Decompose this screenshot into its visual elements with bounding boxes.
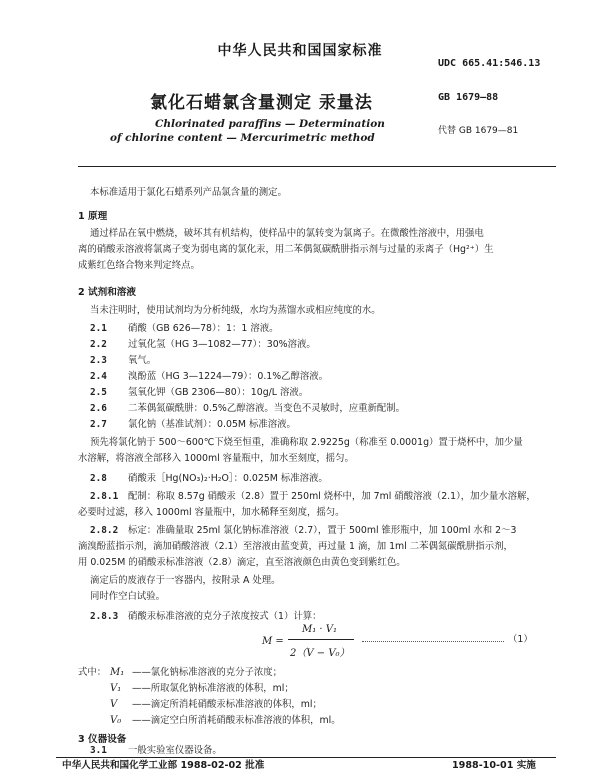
reagent-item: 2.2 过氧化氢（HG 3—1082—77）：30%溶液。 (90, 339, 316, 350)
section-2-title: 2 试剂和溶液 (78, 287, 136, 298)
document-title-cn: 氯化石蜡氯含量测定 汞量法 (150, 93, 373, 113)
variable-definition: M₁ ——氯化钠标准溶液的克分子浓度； (110, 667, 283, 678)
clause-number: 2.8 (90, 473, 107, 484)
clause-number: 2.8.3 (90, 611, 119, 622)
section-3-title: 3 仪器设备 (78, 734, 127, 745)
approval-statement: 中华人民共和国化学工业部 1988-02-02 批准 (62, 760, 265, 771)
principle-line-2: 离的硝酸汞溶液将氯离子变为弱电离的氯化汞，用二苯偶氮碳酰肼指示剂与过量的汞离子（Hg²⁺）生 (78, 244, 494, 255)
standard-number: GB 1679—88 (438, 92, 499, 103)
reagent-item: 2.6 二苯偶氮碳酰肼：0.5%乙醇溶液。当变色不灵敏时，应重新配制。 (90, 403, 405, 414)
reagent-item: 2.4 溴酚蓝（HG 3—1224—79）：0.1%乙醇溶液。 (90, 371, 329, 382)
hg-prep-line-2: 必要时过滤，移入 1000ml 容量瓶中，加水稀释至刻度，摇匀。 (78, 507, 345, 518)
variable-definition: V₁ ——所取氯化钠标准溶液的体积，ml； (110, 683, 294, 694)
formula-lhs: M = (262, 636, 284, 647)
variable-definition: V₀ ——滴定空白所消耗硝酸汞标准溶液的体积，ml。 (110, 715, 341, 726)
standardization-line-1: 2.8.2 标定：准确量取 25ml 氯化钠标准溶液（2.7），置于 500ml 锥形瓶中，加 100ml 水和 2～3 (90, 525, 517, 536)
reagent-general-note: 当未注明时，使用试剂均为分析纯级，水均为蒸馏水或相应纯度的水。 (90, 305, 381, 316)
scope-statement: 本标准适用于氯化石蜡系列产品氯含量的测定。 (90, 187, 287, 198)
variable-symbol: M₁ (110, 667, 125, 678)
formula-numerator: M₁ · V₁ (302, 624, 338, 635)
clause-number: 2.2 (90, 339, 107, 350)
reagent-item: 2.3 氧气。 (90, 355, 157, 366)
equation-number: （1） (508, 634, 533, 645)
clause-number: 2.8.2 (90, 525, 119, 536)
header-divider (78, 166, 556, 167)
reagent-item: 2.7 氯化钠（基准试剂）：0.05M 标准溶液。 (90, 419, 296, 430)
hg-prep-line-1: 2.8.1 配制：称取 8.57g 硝酸汞（2.8）置于 250ml 烧杯中，加 7ml 硝酸溶液（2.1），加少量水溶解， (90, 491, 536, 502)
formula-denominator: 2（V − V₀） (290, 648, 350, 659)
clause-number: 3.1 (90, 745, 107, 756)
nacl-prep-line-2: 水溶解，将溶液全部移入 1000ml 容量瓶中，加水至刻度，摇匀。 (78, 453, 354, 464)
udc-code: UDC 665.41:546.13 (438, 58, 541, 69)
clause-number: 2.7 (90, 419, 107, 430)
variable-symbol: V₁ (110, 683, 122, 694)
clause-number: 2.1 (90, 323, 107, 334)
fraction-bar (288, 639, 354, 640)
implementation-date: 1988-10-01 实施 (452, 760, 536, 771)
blank-test-note: 同时作空白试验。 (90, 591, 166, 602)
variable-symbol: V (110, 699, 118, 710)
principle-line-1: 通过样品在氧中燃烧，破坏其有机结构，使样品中的氯转变为氯离子。在微酸性溶液中，用强电 (90, 228, 484, 239)
reagent-item: 2.8 硝酸汞［Hg(NO₃)₂·H₂O］：0.025M 标准溶液。 (90, 473, 328, 484)
variable-definition: V ——滴定所消耗硝酸汞标准溶液的体积，ml； (110, 699, 322, 710)
formula-intro: 2.8.3 硝酸汞标准溶液的克分子浓度按式（1）计算： (90, 611, 322, 622)
principle-line-3: 成紫红色络合物来判定终点。 (78, 260, 200, 271)
document-title-en-line2: of chlorine content — Mercurimetric method (110, 132, 375, 144)
clause-number: 2.6 (90, 403, 107, 414)
replaces-standard: 代替 GB 1679—81 (438, 126, 519, 136)
clause-number: 2.4 (90, 371, 107, 382)
clause-number: 2.5 (90, 387, 107, 398)
reagent-item: 2.1 硝酸（GB 626—78）：1：1 溶液。 (90, 323, 279, 334)
reagent-item: 2.5 氢氧化钾（GB 2306—80）：10g/L 溶液。 (90, 387, 309, 398)
document-title-en-line1: Chlorinated paraffins — Determination (155, 118, 385, 130)
formula-leader-dots (362, 641, 504, 642)
clause-number: 2.3 (90, 355, 107, 366)
nacl-prep-line-1: 预先将氯化钠于 500～600℃下烧至恒重，准确称取 2.9225g（称准至 0.0001g）置于烧杯中，加少量 (90, 437, 523, 448)
standardization-line-2: 滴溴酚蓝指示剂，滴加硝酸溶液（2.1）至溶液由蓝变黄，再过量 1 滴，加 1ml 二苯偶氮碳酰肼指示剂， (78, 541, 513, 552)
variable-symbol: V₀ (110, 715, 122, 726)
equipment-item: 3.1 一般实验室仪器设备。 (90, 745, 222, 756)
waste-note: 滴定后的废液存于一容器内，按附录 A 处理。 (90, 575, 281, 586)
section-1-title: 1 原理 (78, 211, 108, 222)
standard-org-heading: 中华人民共和国国家标准 (217, 43, 383, 59)
clause-number: 2.8.1 (90, 491, 119, 502)
standardization-line-3: 用 0.025M 的硝酸汞标准溶液（2.8）滴定，直至溶液颜色由黄色变到紫红色。 (78, 557, 406, 568)
where-label: 式中： (78, 667, 107, 678)
